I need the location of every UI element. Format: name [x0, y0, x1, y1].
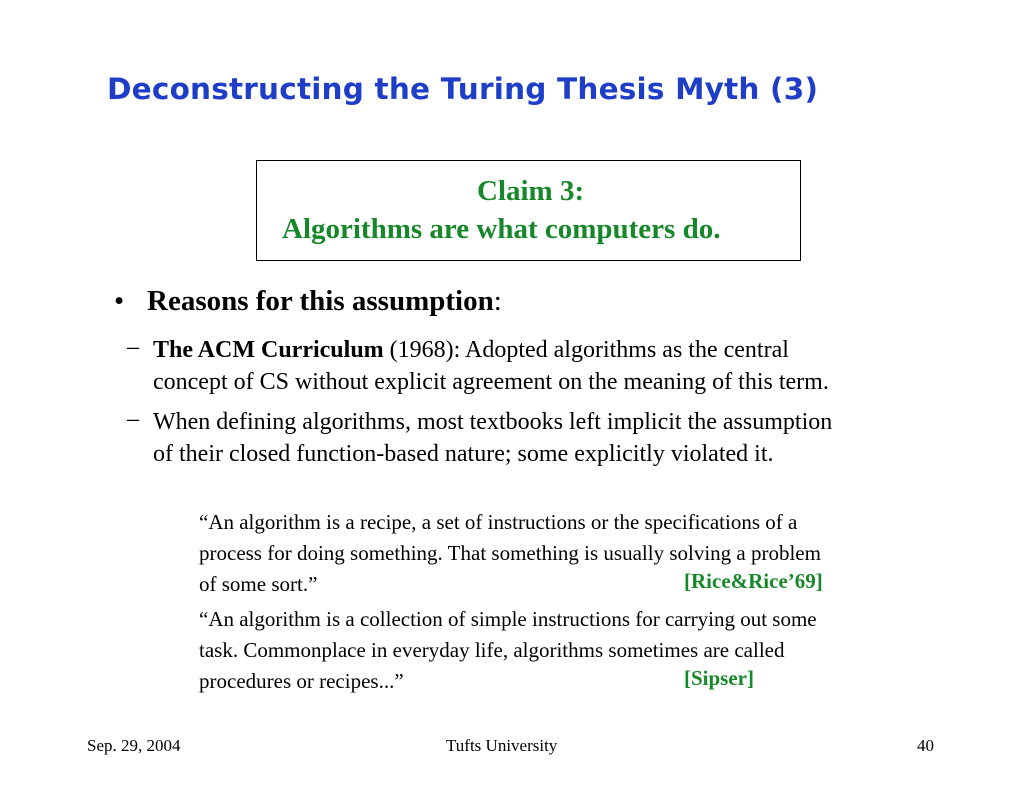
quote-rice-line-1: “An algorithm is a recipe, a set of instructions or the specifications of a	[199, 510, 798, 534]
quote-sipser-line-2: task. Commonplace in everyday life, algorithms sometimes are called	[199, 638, 785, 662]
slide-title: Deconstructing the Turing Thesis Myth (3)	[107, 72, 819, 106]
bullet-heading	[147, 285, 502, 318]
sub-bullet-1	[153, 334, 829, 398]
acm-curriculum-label: The ACM Curriculum	[153, 337, 384, 363]
quote-rice-line-3: of some sort.”	[199, 572, 318, 596]
footer-page-number: 40	[917, 736, 934, 755]
bullet-heading-colon: :	[493, 285, 502, 317]
citation-sipser: [Sipser]	[684, 666, 754, 690]
sub-bullet-dash-1: –	[127, 334, 139, 360]
quote-sipser-line-3: procedures or recipes...”	[199, 669, 404, 693]
bullet-heading-bold: Reasons for this assumption	[147, 285, 494, 317]
sub-bullet-1-line-2: concept of CS without explicit agreement on the meaning of this term.	[153, 369, 829, 395]
sub-bullet-2	[153, 406, 832, 470]
citation-rice: [Rice&Rice’69]	[684, 569, 823, 593]
sub-bullet-2-line-1: When defining algorithms, most textbooks left implicit the assumption	[153, 409, 833, 435]
claim-heading: Claim 3:	[477, 175, 585, 207]
claim-statement: Algorithms are what computers do.	[282, 213, 721, 245]
sub-bullet-1-line-1-rest: (1968): Adopted algorithms as the central	[383, 337, 789, 363]
quote-sipser-line-1: “An algorithm is a collection of simple instructions for carrying out some	[199, 607, 817, 631]
sub-bullet-1-line-1	[153, 334, 829, 366]
sub-bullet-dash-2: –	[127, 406, 139, 432]
bullet-marker: •	[114, 285, 125, 317]
claim-box	[256, 160, 801, 261]
footer-organization: Tufts University	[446, 736, 558, 755]
sub-bullet-2-line-2: of their closed function-based nature; some explicitly violated it.	[153, 441, 774, 467]
quote-rice-line-2: process for doing something. That something is usually solving a problem	[199, 541, 821, 565]
footer-date: Sep. 29, 2004	[87, 736, 181, 755]
